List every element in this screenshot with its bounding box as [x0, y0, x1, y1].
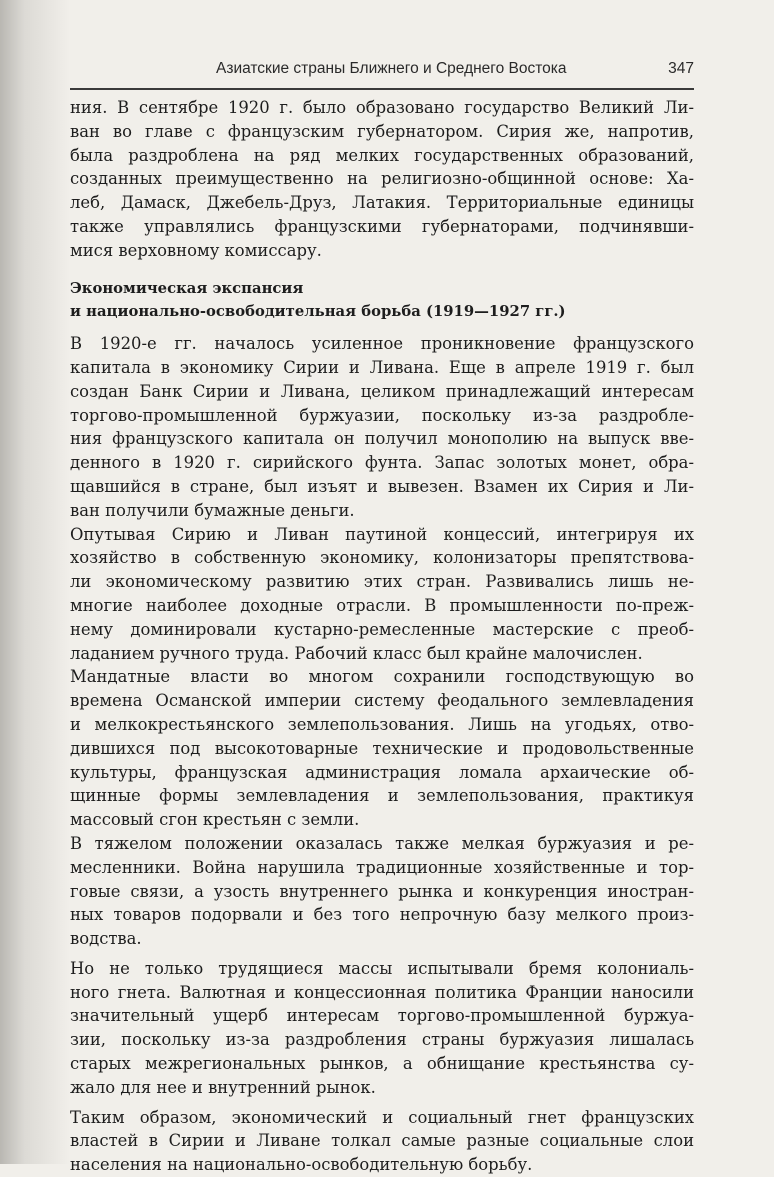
text-line: также управлялись французскими губернаторами, подчинявши-	[70, 216, 694, 236]
paragraph	[70, 523, 694, 666]
text-line: хозяйство в собственную экономику, колонизаторы препятствова-	[70, 548, 694, 568]
text-line: жало для нее и внутренний рынок.	[70, 1077, 376, 1097]
text-line: говые связи, а узость внутреннего рынка и конкуренция иностран-	[70, 881, 694, 901]
text-line: щавшийся в стране, был изъят и вывезен. Взамен их Сирия и Ли-	[70, 476, 694, 496]
paragraph	[70, 1106, 694, 1177]
text-line: ли экономическому развитию этих стран. Развивались лишь не-	[70, 572, 694, 592]
text-line: денного в 1920 г. сирийского фунта. Запас золотых монет, обра-	[70, 453, 694, 473]
text-line: создан Банк Сирии и Ливана, целиком принадлежащий интересам	[70, 381, 694, 401]
text-line: торгово-промышленной буржуазии, поскольку из-за раздробле-	[70, 405, 694, 425]
page-number: 347	[668, 60, 694, 77]
text-line: созданных преимущественно на религиозно-общинной основе: Ха-	[70, 169, 694, 189]
text-line: Опутывая Сирию и Ливан паутиной концессий, интегрируя их	[70, 524, 694, 544]
section-heading	[70, 277, 694, 325]
text-line: капитала в экономику Сирии и Ливана. Еще в апреле 1919 г. был	[70, 357, 694, 377]
paragraph	[70, 665, 694, 832]
text-line: значительный ущерб интересам торгово-промышленной буржуа-	[70, 1006, 694, 1026]
text-line: В 1920-е гг. началось усиленное проникновение французского	[70, 334, 694, 354]
text-line: нему доминировали кустарно-ремесленные мастерские с преоб-	[70, 619, 694, 639]
body-text	[70, 96, 694, 1177]
running-title: Азиатские страны Ближнего и Среднего Востока	[216, 60, 567, 77]
text-line: зии, поскольку из-за раздробления страны буржуазия лишалась	[70, 1030, 694, 1050]
paragraph	[70, 832, 694, 951]
section-heading-line: Экономическая экспансия	[70, 279, 304, 297]
text-line: ладанием ручного труда. Рабочий класс был крайне малочислен.	[70, 643, 643, 663]
text-line: старых межрегиональных рынков, а обнищание крестьянства су-	[70, 1054, 694, 1074]
paragraph	[70, 332, 694, 522]
continuation-paragraph	[70, 96, 694, 263]
running-header	[216, 60, 694, 86]
text-line: дившихся под высокотоварные технические и продовольственные	[70, 738, 694, 758]
text-line: населения на национально-освободительную борьбу.	[70, 1155, 533, 1175]
text-line: многие наиболее доходные отрасли. В промышленности по-преж-	[70, 595, 694, 615]
text-line: ния французского капитала он получил монополию на выпуск вве-	[70, 429, 694, 449]
text-line: времена Османской империи систему феодального землевладения	[70, 691, 694, 711]
text-line: водства.	[70, 929, 142, 949]
text-line: ного гнета. Валютная и концессионная политика Франции наносили	[70, 982, 694, 1002]
text-line: массовый сгон крестьян с земли.	[70, 810, 360, 830]
text-line: ных товаров подорвали и без того непрочную базу мелкого произ-	[70, 905, 694, 925]
paragraph	[70, 957, 694, 1100]
text-line: ван во главе с французским губернатором. Сирия же, напротив,	[70, 121, 694, 141]
text-line: культуры, французская администрация ломала архаические об-	[70, 762, 694, 782]
text-line: щинные формы землевладения и землепользования, практикуя	[70, 786, 694, 806]
text-line: месленники. Война нарушила традиционные хозяйственные и тор-	[70, 857, 694, 877]
text-line: была раздроблена на ряд мелких государственных образований,	[70, 145, 694, 165]
text-line: Но не только трудящиеся массы испытывали бремя колониаль-	[70, 958, 694, 978]
text-line: Мандатные власти во многом сохранили господствующую во	[70, 667, 694, 687]
section-heading-line: и национально-освободительная борьба (1919—1927 гг.)	[70, 303, 566, 321]
text-line: леб, Дамаск, Джебель-Друз, Латакия. Территориальные единицы	[70, 193, 694, 213]
text-line: В тяжелом положении оказалась также мелкая буржуазия и ре-	[70, 833, 694, 853]
header-rule	[70, 88, 694, 90]
text-line: Таким образом, экономический и социальный гнет французских	[70, 1107, 694, 1127]
text-line: ван получили бумажные деньги.	[70, 500, 355, 520]
text-line: властей в Сирии и Ливане толкал самые разные социальные слои	[70, 1131, 694, 1151]
text-line: и мелкокрестьянского землепользования. Лишь на угодьях, отво-	[70, 714, 694, 734]
text-line: мися верховному комиссару.	[70, 240, 322, 260]
text-line: ния. В сентябре 1920 г. было образовано государство Великий Ли-	[70, 98, 694, 117]
